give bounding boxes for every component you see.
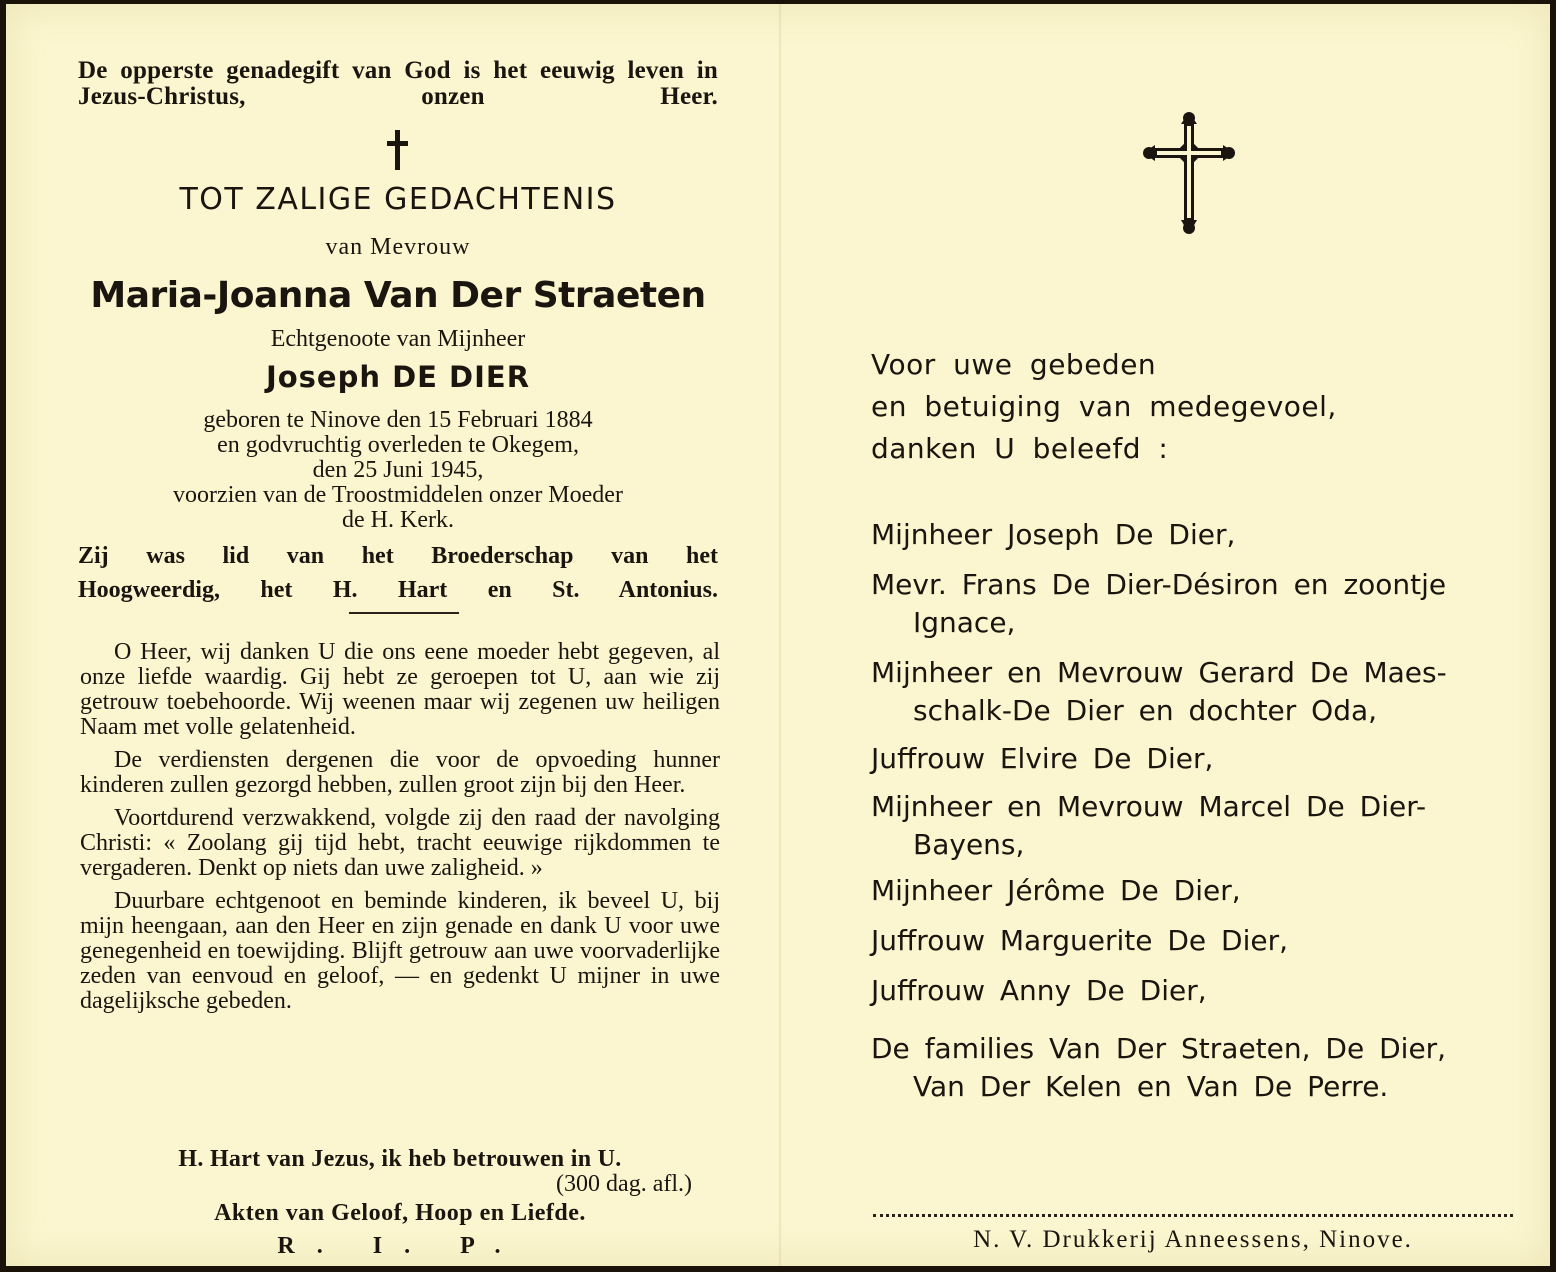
family-entry bbox=[871, 566, 1531, 642]
family-line-cont: Bayens, bbox=[913, 828, 1025, 861]
family-line: De families Van Der Straeten, De Dier, bbox=[871, 1032, 1447, 1065]
family-line-cont: schalk-De Dier en dochter Oda, bbox=[913, 694, 1378, 727]
prayer-paragraph: De verdiensten dergenen die voor de opvoeding hunner kinderen zullen gezorgd hebben, zullen groot zijn bij den Heer. bbox=[80, 747, 720, 798]
family-line-cont: Ignace, bbox=[913, 606, 1016, 639]
family-entry bbox=[871, 516, 1531, 554]
family-line-cont: Van Der Kelen en Van De Perre. bbox=[913, 1070, 1389, 1103]
prayer-paragraph: O Heer, wij danken U die ons eene moeder hebt gegeven, al onze liefde waardig. Gij hebt ze geroepen tot U, aan wie zij getrouw toebehoorde. Wij weenen maar wij zegenen uw heiligen Naam met volle gelatenheid. bbox=[80, 639, 720, 740]
thanks-line: danken U beleefd : bbox=[871, 432, 1169, 465]
cross-icon bbox=[385, 128, 409, 172]
family-entry bbox=[871, 922, 1531, 960]
family-line: Mijnheer Joseph De Dier, bbox=[871, 518, 1236, 551]
spouse-title: Echtgenoote van Mijnheer bbox=[270, 326, 526, 352]
family-entry bbox=[871, 1030, 1531, 1106]
family-entry bbox=[871, 654, 1531, 730]
deceased-name: Maria-Joanna Van Der Straeten bbox=[90, 275, 706, 316]
bio-line: geboren te Ninove den 15 Februari 1884 bbox=[203, 407, 593, 433]
family-entry bbox=[871, 740, 1531, 778]
prayer-paragraph: Voortdurend verzwakkend, volgde zij den raad der navolging Christi: « Zoolang gij tijd hebt, tracht eeuwige rijkdommen te vergaderen. Denkt op niets dan uwe zaligheid. » bbox=[80, 805, 720, 881]
thanks-line: en betuiging van medegevoel, bbox=[871, 390, 1337, 423]
bio-line: de H. Kerk. bbox=[342, 507, 454, 533]
acts: Akten van Geloof, Hoop en Liefde. bbox=[214, 1200, 586, 1226]
thanks-text bbox=[871, 344, 1511, 470]
family-line: Mijnheer en Mevrouw Gerard De Maes- bbox=[871, 656, 1447, 689]
prayer-text bbox=[80, 640, 720, 1022]
indulgence: (300 dag. afl.) bbox=[556, 1171, 692, 1197]
memorial-card bbox=[6, 4, 1550, 1266]
family-entry bbox=[871, 972, 1531, 1010]
invocation: H. Hart van Jezus, ik heb betrouwen in U. bbox=[178, 1146, 622, 1172]
brotherhood-note bbox=[78, 539, 718, 607]
family-line: Juffrouw Marguerite De Dier, bbox=[871, 924, 1289, 957]
right-panel bbox=[781, 4, 1550, 1266]
printer-credit: N. V. Drukkerij Anneessens, Ninove. bbox=[973, 1226, 1413, 1253]
bio-line: voorzien van de Troostmiddelen onzer Moeder bbox=[173, 482, 623, 508]
dotted-rule bbox=[873, 1214, 1513, 1217]
closing-block bbox=[80, 1146, 720, 1260]
biography bbox=[78, 408, 718, 533]
thanks-line: Voor uwe gebeden bbox=[871, 348, 1157, 381]
epigraph: De opperste genadegift van God is het eeuwig leven in Jezus-Christus, onzen Heer. bbox=[78, 57, 718, 110]
divider bbox=[349, 612, 459, 614]
prayer-paragraph: Duurbare echtgenoot en beminde kinderen, ik beveel U, bij mijn heengaan, aan den Heer en zijn genade en dank U voor uwe genegenheid en toewijding. Blijft getrouw aan uwe voorvaderlijke zeden van eenvoud en geloof, — en gedenkt U mijner in uwe dagelijksche gebeden. bbox=[80, 888, 720, 1014]
spouse-name: Joseph DE DIER bbox=[265, 360, 531, 394]
family-line: Mevr. Frans De Dier-Désiron en zoontje bbox=[871, 568, 1447, 601]
memoriam-heading: TOT ZALIGE GEDACHTENIS bbox=[179, 182, 617, 217]
bio-line: en godvruchtig overleden te Okegem, bbox=[217, 432, 579, 458]
left-panel bbox=[6, 4, 781, 1266]
family-line: Juffrouw Anny De Dier, bbox=[871, 974, 1207, 1007]
family-line: Mijnheer en Mevrouw Marcel De Dier- bbox=[871, 790, 1427, 823]
brotherhood-line: Zij was lid van het Broederschap van het bbox=[78, 543, 718, 569]
family-entry bbox=[871, 788, 1531, 864]
family-line: Juffrouw Elvire De Dier, bbox=[871, 742, 1214, 775]
ornate-cross-icon bbox=[1143, 110, 1235, 236]
rip: R. I. P. bbox=[277, 1233, 523, 1259]
family-line: Mijnheer Jérôme De Dier, bbox=[871, 874, 1241, 907]
van-mevrouw: van Mevrouw bbox=[325, 234, 471, 260]
brotherhood-line: Hoogweerdig, het H. Hart en St. Antonius. bbox=[78, 577, 718, 603]
family-entry bbox=[871, 872, 1531, 910]
bio-line: den 25 Juni 1945, bbox=[312, 457, 484, 483]
